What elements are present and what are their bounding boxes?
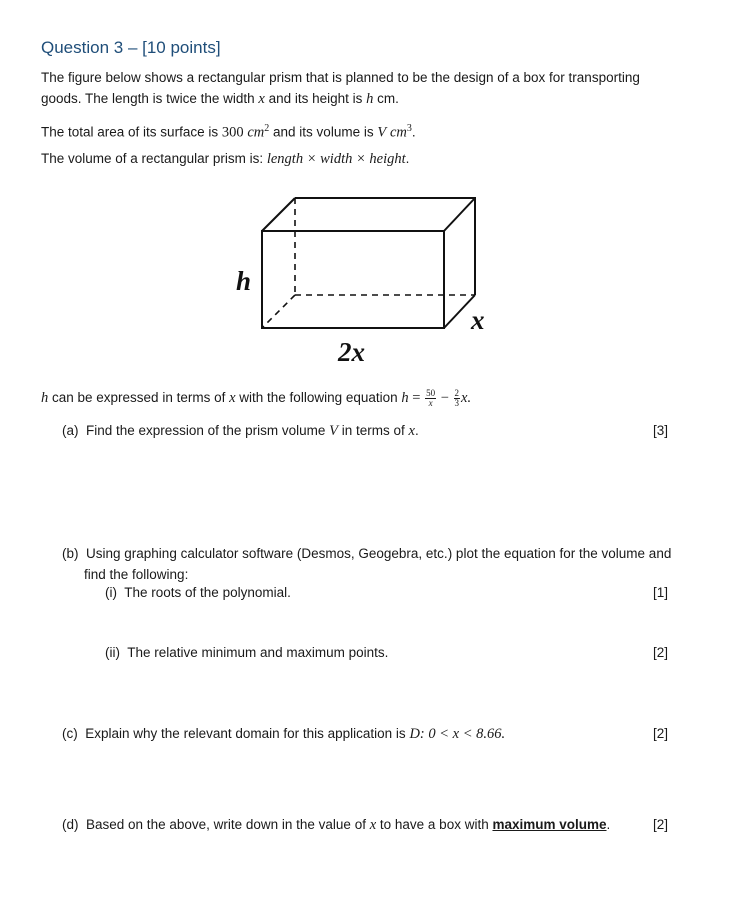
question-a-label: (a) <box>62 423 79 438</box>
prism-back-edges <box>295 198 475 295</box>
question-b-i-marks: [1] <box>652 585 668 600</box>
question-b-i: (i) The roots of the polynomial. [1] <box>105 585 668 600</box>
question-title: Question 3 – [10 points] <box>41 38 221 57</box>
var-x: x <box>258 91 265 107</box>
question-c: (c) Explain why the relevant domain for this application is D: 0 < x < 8.66. [2] <box>62 726 668 742</box>
volume-formula: length × width × height <box>266 151 406 167</box>
question-a-marks: [3] <box>652 423 668 438</box>
prism-edge-top-right <box>444 198 475 231</box>
intro-paragraph-2: The total area of its surface is 300 $cm^2$ and its volume is V $cm^3$. <box>41 123 416 141</box>
intro-paragraph-1 <box>41 67 681 110</box>
prism-edge-top-left <box>262 198 295 231</box>
question-c-marks: [2] <box>652 726 668 741</box>
area-value: 300 <box>221 124 244 141</box>
maximum-volume-emphasis: maximum volume <box>492 817 607 832</box>
intro-line-2: goods. The length is twice the width x and its height is h cm. <box>41 91 399 107</box>
prism-hidden-edge-diagonal <box>262 295 295 328</box>
equation-line: h can be expressed in terms of x with the following equation h = $\frac{50}{x}$ − $\frac{2}{3}$ x. <box>41 387 472 408</box>
question-b-label: (b) <box>62 546 79 561</box>
question-d-marks: [2] <box>652 817 668 832</box>
fraction-50-over-x: $\frac{50}{x}$ <box>426 387 436 408</box>
question-b-ii: (ii) The relative minimum and maximum points. [2] <box>105 645 668 660</box>
domain-expression: D: 0 < x < 8.66. <box>409 726 506 742</box>
height-label: h <box>236 266 252 296</box>
width-label: x <box>471 305 485 335</box>
question-b-ii-marks: [2] <box>652 645 668 660</box>
question-a: (a) Find the expression of the prism volume V in terms of x. [3] <box>62 423 668 439</box>
var-h: h <box>366 91 374 107</box>
fraction-2-over-3: $\frac{2}{3}$ <box>454 387 460 408</box>
prism-figure <box>225 190 515 370</box>
intro-line-1: The figure below shows a rectangular prism that is planned to be the design of a box for transporting <box>41 70 640 85</box>
question-b: (b) Using graphing calculator software (Desmos, Geogebra, etc.) plot the equation for the volume and find the following: <box>62 546 672 582</box>
question-d: (d) Based on the above, write down in the value of x to have a box with maximum volume. [2] <box>62 817 668 833</box>
length-label: 2x <box>338 337 365 367</box>
intro-paragraph-3: The volume of a rectangular prism is: length × width × height. <box>41 151 410 167</box>
prism-front-face <box>262 231 444 328</box>
